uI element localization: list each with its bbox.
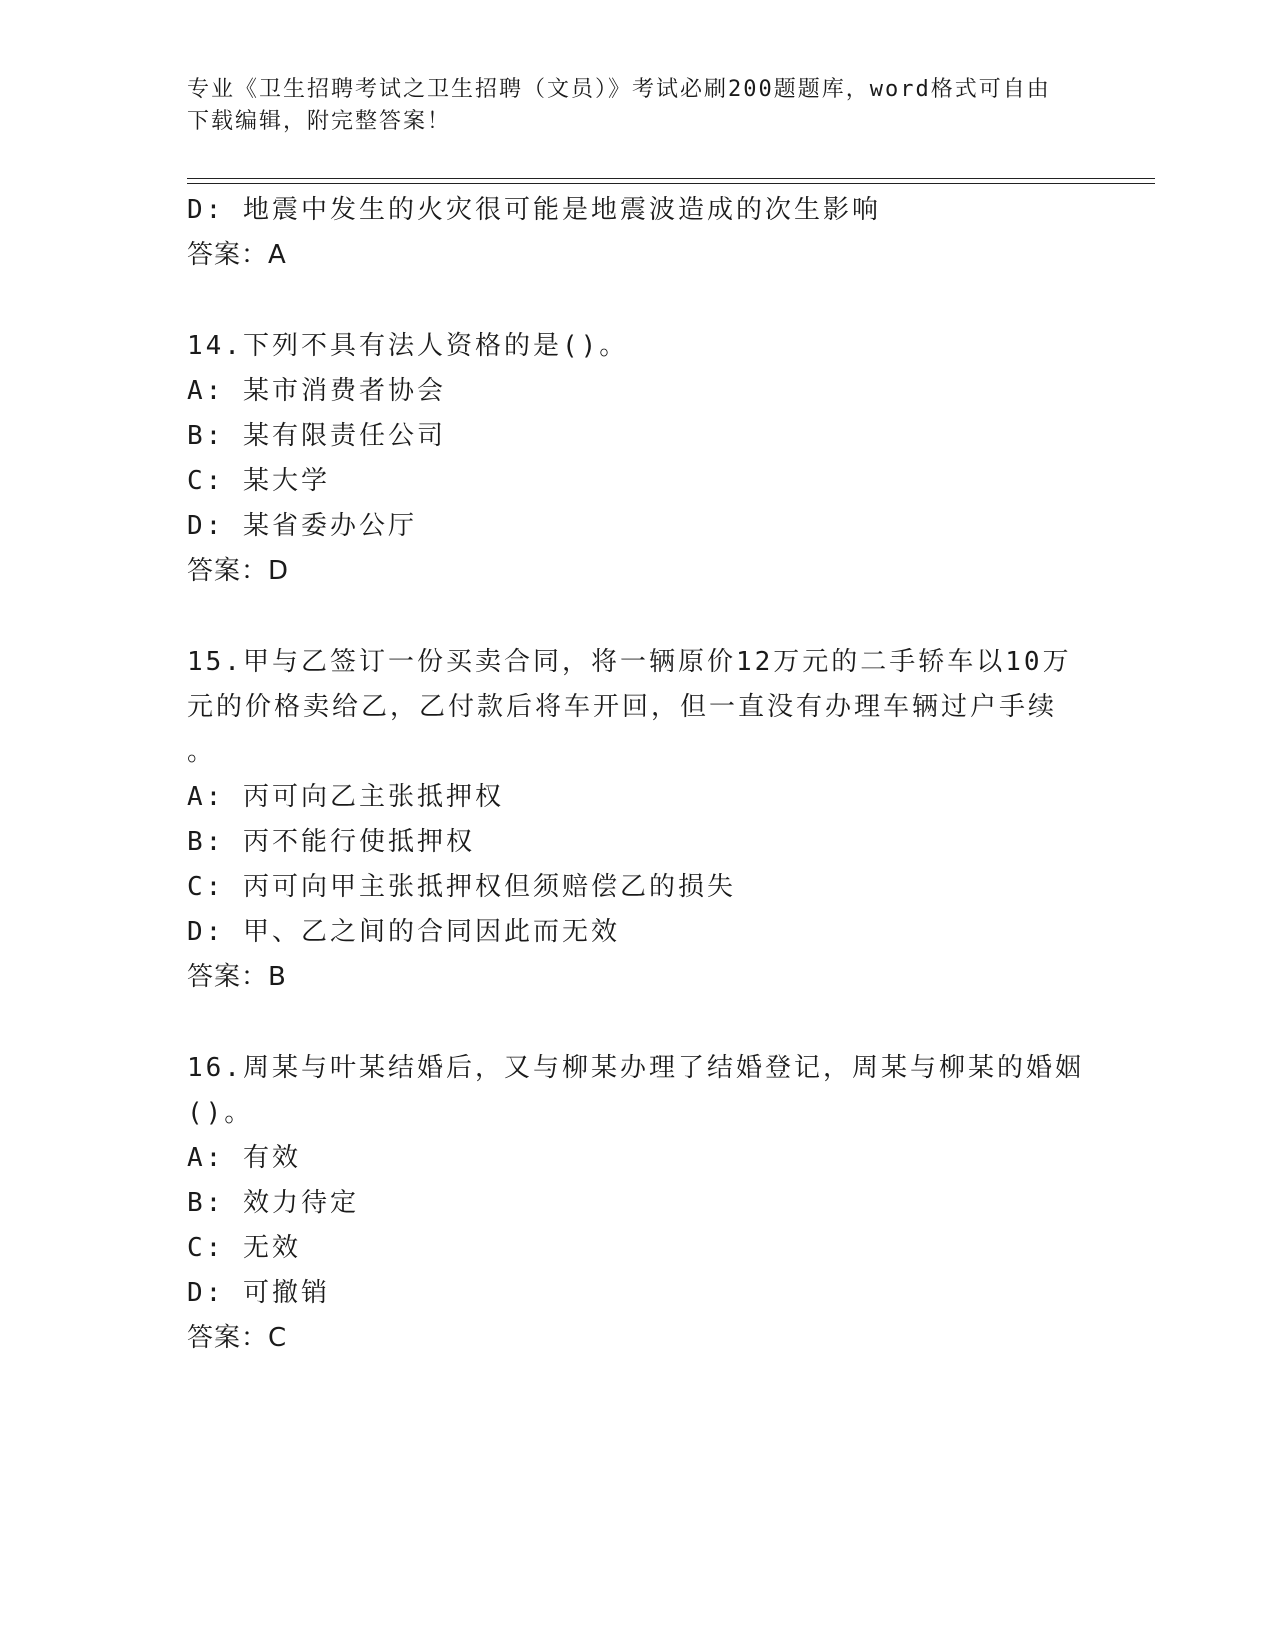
document-header: 专业《卫生招聘考试之卫生招聘（文员）》考试必刷200题题库，word格式可自由下载编辑，附完整答案！: [187, 77, 1051, 134]
question-stem-line-1: 16.周某与叶某结婚后，又与柳某办理了结婚登记，周某与柳某的婚姻: [187, 1053, 1084, 1083]
option-c: C: 无效: [187, 1233, 301, 1263]
spacer: [187, 278, 1087, 324]
question-list: [187, 188, 1087, 1361]
option-a: A: 丙可向乙主张抵押权: [187, 782, 504, 812]
question-stem-line-1: 15.甲与乙签订一份买卖合同，将一辆原价12万元的二手轿车以10万: [187, 647, 1072, 677]
option-d: D: 地震中发生的火灾很可能是地震波造成的次生影响: [187, 195, 881, 225]
option-b: B: 丙不能行使抵押权: [187, 827, 475, 857]
question-stem-line-2: ()。: [187, 1098, 254, 1128]
question-stem-line-3: 。: [187, 737, 217, 767]
answer-line: 答案：B: [187, 962, 287, 992]
option-b: B: 效力待定: [187, 1188, 359, 1218]
question-13-tail: [187, 188, 1087, 278]
question-stem-line-2: 元的价格卖给乙，乙付款后将车开回，但一直没有办理车辆过户手续: [187, 692, 1058, 722]
spacer: [187, 594, 1087, 640]
option-d: D: 甲、乙之间的合同因此而无效: [187, 917, 620, 947]
option-d: D: 某省委办公厅: [187, 511, 417, 541]
header-divider-bottom: [187, 183, 1155, 184]
answer-line: 答案：C: [187, 1323, 288, 1353]
question-15: [187, 640, 1087, 1000]
option-c: C: 丙可向甲主张抵押权但须赔偿乙的损失: [187, 872, 736, 902]
option-d: D: 可撤销: [187, 1278, 330, 1308]
answer-line: 答案：A: [187, 240, 287, 270]
header-divider-top: [187, 178, 1155, 179]
option-b: B: 某有限责任公司: [187, 421, 446, 451]
option-a: A: 某市消费者协会: [187, 376, 446, 406]
question-14: [187, 324, 1087, 594]
answer-line: 答案：D: [187, 556, 290, 586]
spacer: [187, 1000, 1087, 1046]
question-16: [187, 1046, 1087, 1361]
option-c: C: 某大学: [187, 466, 330, 496]
option-a: A: 有效: [187, 1143, 301, 1173]
question-stem: 14.下列不具有法人资格的是()。: [187, 331, 629, 361]
